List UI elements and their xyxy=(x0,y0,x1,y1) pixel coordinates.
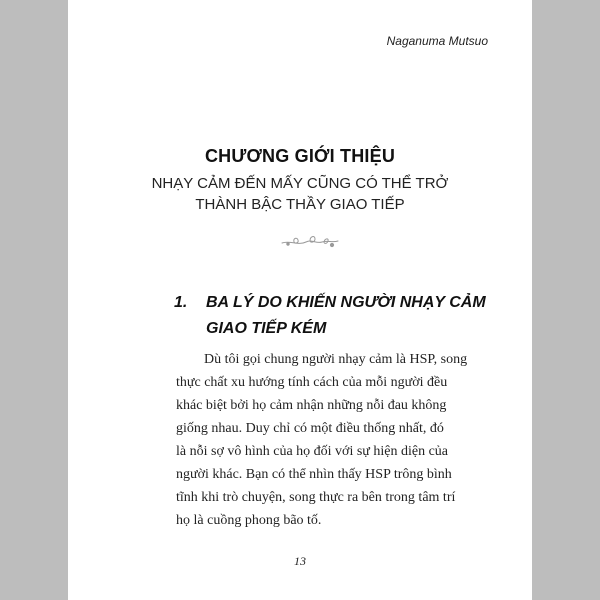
chapter-subtitle-line-1: NHẠY CẢM ĐẾN MẤY CŨNG CÓ THỂ TRỞ xyxy=(151,175,449,192)
body-line: họ là cuồng phong bão tố. xyxy=(176,513,322,528)
chapter-subtitle-line-2: THÀNH BẬC THẦY GIAO TIẾP xyxy=(195,196,405,213)
body-line: giống nhau. Duy chỉ có một điều thống nhất, đó xyxy=(176,421,444,436)
body-line: tĩnh khi trò chuyện, song thực ra bên trong tâm trí xyxy=(176,490,456,505)
body-paragraph xyxy=(176,348,510,532)
section-number: 1. xyxy=(174,294,188,311)
book-page xyxy=(68,0,532,600)
page-number: 13 xyxy=(294,554,306,568)
section-title-line-1: BA LÝ DO KHIẾN NGƯỜI NHẠY CẢM xyxy=(206,294,486,311)
floral-divider-icon xyxy=(280,232,340,250)
running-header-author: Naganuma Mutsuo xyxy=(386,34,488,48)
right-gray-margin xyxy=(532,0,600,600)
body-line: Dù tôi gọi chung người nhạy cảm là HSP, song xyxy=(204,352,468,367)
body-line: khác biệt bởi họ cảm nhận những nỗi đau không xyxy=(176,398,447,413)
section-title-line-2: GIAO TIẾP KÉM xyxy=(206,320,327,337)
body-line: là nỗi sợ vô hình của họ đối với sự hiện diện của xyxy=(176,444,449,459)
left-gray-margin xyxy=(0,0,68,600)
chapter-title: CHƯƠNG GIỚI THIỆU xyxy=(204,146,396,166)
body-line: thực chất xu hướng tính cách của mỗi người đều xyxy=(176,375,448,390)
body-line: người khác. Bạn có thể nhìn thấy HSP trông bình xyxy=(176,467,452,482)
